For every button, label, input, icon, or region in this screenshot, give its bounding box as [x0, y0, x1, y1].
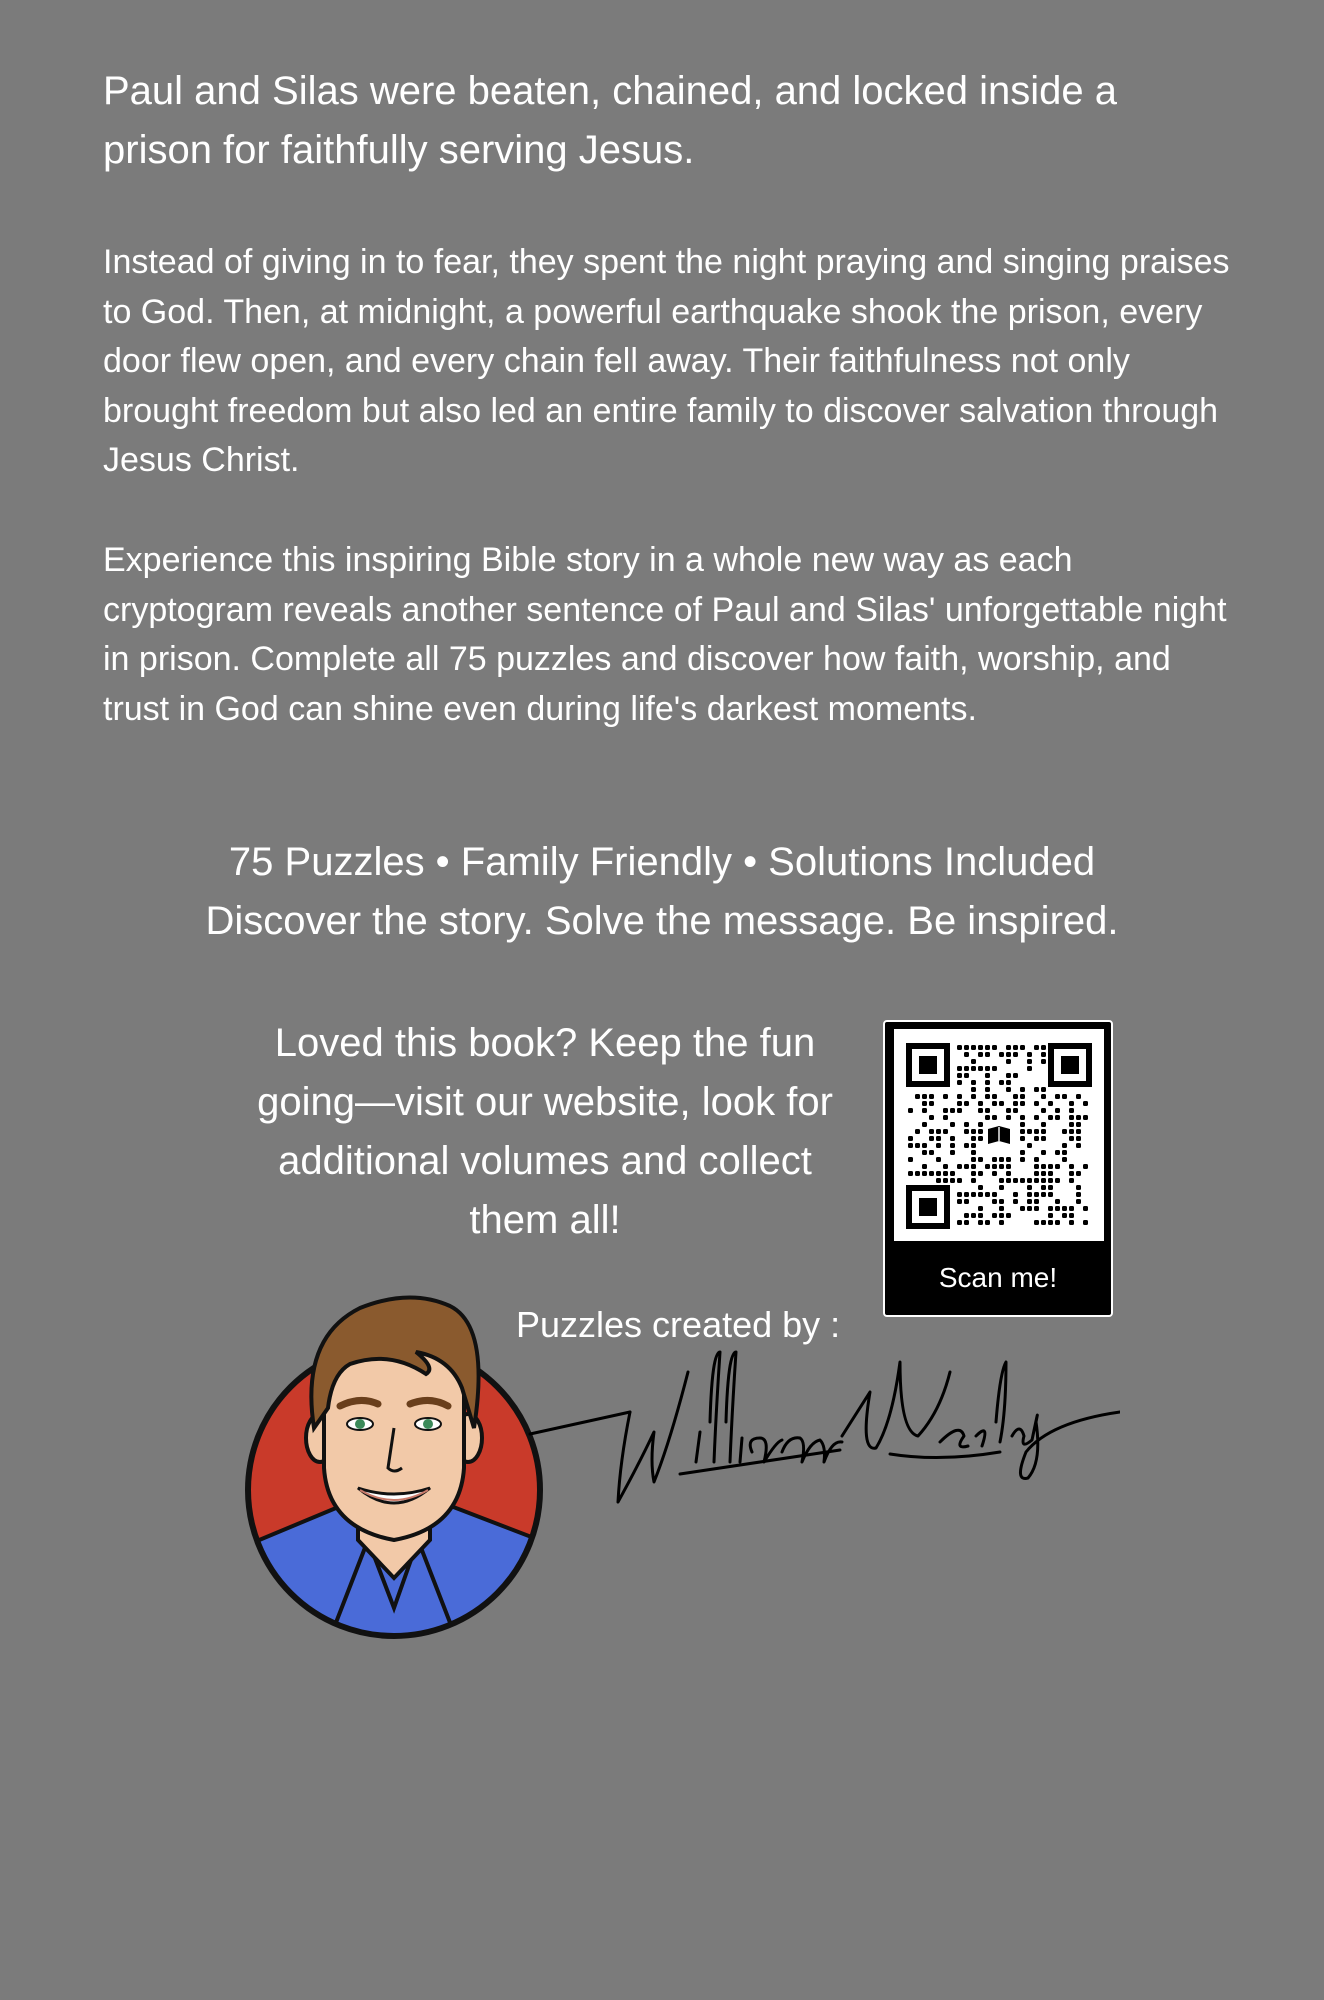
promo-line: them all!	[469, 1198, 621, 1242]
qr-code-icon[interactable]	[906, 1043, 1092, 1229]
promo-line: additional volumes and collect	[278, 1139, 812, 1183]
slogan-line: Discover the story. Solve the message. Be inspired.	[205, 899, 1119, 943]
author-credit: Puzzles created by :	[516, 1304, 841, 1345]
story-paragraph: Instead of giving in to fear, they spent the night praying and singing praises to God. Then, at midnight, a powerful earthquake shook the prison, every door flew open, and every chain fell away. Their faithfulness not only brought freedom but also led an entire family to discover salvation through Jesus Christ.	[103, 243, 1230, 479]
author-signature	[520, 1312, 1120, 1532]
promo-line: going—visit our website, look for	[257, 1080, 833, 1124]
qr-code-card[interactable]	[883, 1020, 1113, 1317]
promo-line: Loved this book? Keep the fun	[274, 1021, 816, 1065]
description-paragraph: Experience this inspiring Bible story in a whole new way as each cryptogram reveals another sentence of Paul and Silas' unforgettable night in prison. Complete all 75 puzzles and discover how faith, worship, and trust in God can shine even during life's darkest moments.	[103, 541, 1227, 728]
promo-text	[225, 1014, 865, 1250]
qr-code-area[interactable]	[894, 1029, 1104, 1241]
lead-text: Paul and Silas were beaten, chained, and locked inside a prison for faithfully serving Jesus.	[103, 69, 1118, 172]
author-avatar	[240, 1278, 556, 1648]
features-line: 75 Puzzles • Family Friendly • Solutions Included	[228, 840, 1096, 884]
scan-me-label: Scan me!	[938, 1262, 1058, 1293]
